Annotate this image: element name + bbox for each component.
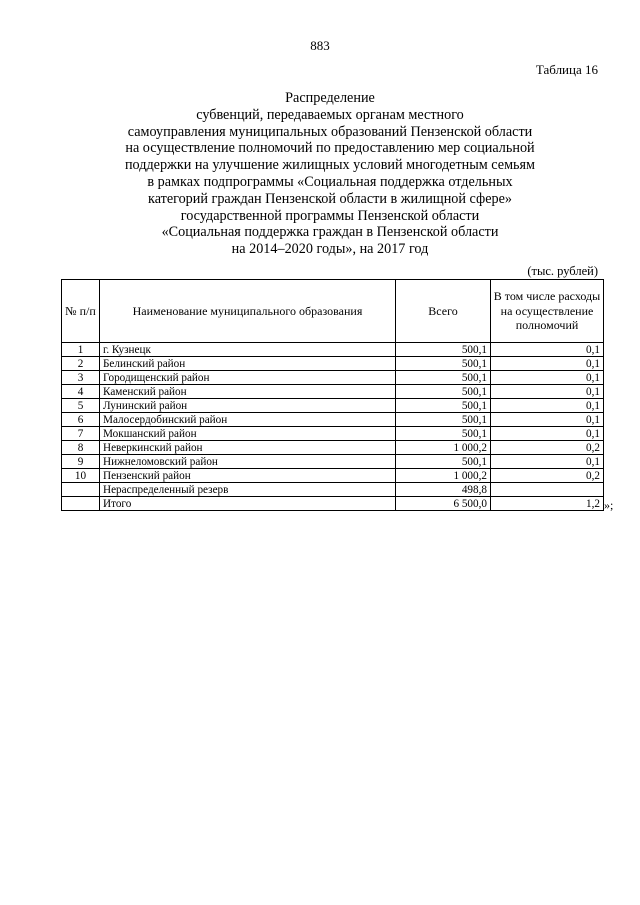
cell-num: 9 (62, 455, 100, 469)
cell-num: 5 (62, 399, 100, 413)
table-row (62, 343, 604, 357)
cell-num: 1 (62, 343, 100, 357)
header-total: Всего (396, 280, 491, 343)
title-line: категорий граждан Пензенской области в жилищной сфере» (148, 190, 512, 207)
table-row (62, 469, 604, 483)
cell-incl: 0,1 (491, 357, 604, 371)
cell-total: 500,1 (396, 357, 491, 371)
cell-incl: 0,1 (491, 455, 604, 469)
table-row (62, 441, 604, 455)
cell-total: 500,1 (396, 413, 491, 427)
cell-num (62, 483, 100, 497)
cell-incl: 0,1 (491, 343, 604, 357)
table-row-total (62, 497, 604, 511)
table-row (62, 385, 604, 399)
cell-total: 500,1 (396, 385, 491, 399)
cell-total: 500,1 (396, 399, 491, 413)
title-line: Распределение (285, 90, 375, 106)
cell-num: 2 (62, 357, 100, 371)
cell-name: Малосердобинский район (100, 413, 396, 427)
cell-num: 3 (62, 371, 100, 385)
table-row (62, 427, 604, 441)
units-label: (тыс. рублей) (527, 264, 598, 278)
cell-total: 500,1 (396, 427, 491, 441)
cell-incl: 0,1 (491, 413, 604, 427)
table-label: Таблица 16 (535, 62, 598, 77)
cell-total: 500,1 (396, 371, 491, 385)
title-line: на осуществление полномочий по предоставлению мер социальной (125, 140, 535, 157)
cell-num: 6 (62, 413, 100, 427)
cell-num: 10 (62, 469, 100, 483)
table-row-reserve (62, 483, 604, 497)
title-line: субвенций, передаваемых органам местного (196, 106, 464, 123)
cell-incl: 0,2 (491, 469, 604, 483)
cell-name: г. Кузнецк (100, 343, 396, 357)
cell-name: Нижнеломовский район (100, 455, 396, 469)
cell-name: Итого (100, 497, 396, 511)
cell-name: Белинский район (100, 357, 396, 371)
cell-incl: 0,1 (491, 385, 604, 399)
document-title (60, 90, 600, 258)
header-num: № п/п (62, 280, 100, 343)
cell-num: 4 (62, 385, 100, 399)
cell-name: Лунинский район (100, 399, 396, 413)
table-row (62, 455, 604, 469)
cell-name: Каменский район (100, 385, 396, 399)
cell-incl: 0,1 (491, 399, 604, 413)
title-line: на 2014–2020 годы», на 2017 год (231, 241, 429, 258)
title-line: государственной программы Пензенской области (180, 207, 480, 224)
cell-incl (491, 483, 604, 497)
table-row (62, 413, 604, 427)
table-row (62, 371, 604, 385)
cell-name: Нераспределенный резерв (100, 483, 396, 497)
cell-incl: 0,2 (491, 441, 604, 455)
title-line: в рамках подпрограммы «Социальная поддержка отдельных (147, 173, 513, 190)
title-line: «Социальная поддержка граждан в Пензенской области (161, 224, 499, 241)
cell-total: 498,8 (396, 483, 491, 497)
cell-num: 8 (62, 441, 100, 455)
title-line: поддержки на улучшение жилищных условий многодетным семьям (124, 157, 536, 174)
table-header-row (62, 280, 604, 343)
cell-total: 500,1 (396, 343, 491, 357)
cell-num (62, 497, 100, 511)
closing-quote-mark: »; (604, 498, 614, 512)
header-incl: В том числе расходы на осуществление полномочий (491, 280, 604, 343)
cell-incl: 0,1 (491, 371, 604, 385)
cell-total: 6 500,0 (396, 497, 491, 511)
page-number: 883 (310, 38, 330, 53)
cell-incl: 1,2 (491, 497, 604, 511)
cell-name: Пензенский район (100, 469, 396, 483)
subvention-table (61, 279, 604, 511)
cell-total: 1 000,2 (396, 469, 491, 483)
cell-total: 500,1 (396, 455, 491, 469)
cell-incl: 0,1 (491, 427, 604, 441)
cell-num: 7 (62, 427, 100, 441)
cell-name: Городищенский район (100, 371, 396, 385)
cell-total: 1 000,2 (396, 441, 491, 455)
table-row (62, 399, 604, 413)
table-row (62, 357, 604, 371)
header-name: Наименование муниципального образования (100, 280, 396, 343)
cell-name: Неверкинский район (100, 441, 396, 455)
title-line: самоуправления муниципальных образований Пензенской области (127, 123, 533, 140)
cell-name: Мокшанский район (100, 427, 396, 441)
